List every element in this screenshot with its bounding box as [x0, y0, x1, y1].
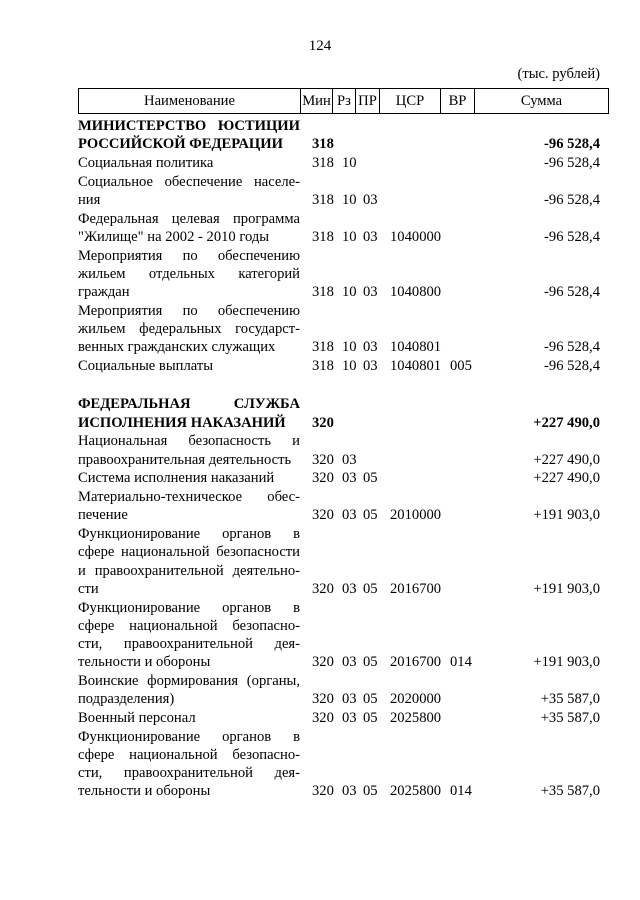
row-name	[78, 173, 300, 209]
cell-csr: 1040801	[390, 358, 442, 375]
row-name-line: граждан	[78, 284, 130, 301]
row-name	[78, 469, 300, 487]
cell-pr: 03	[363, 284, 378, 301]
cell-min: 320	[312, 580, 334, 597]
cell-sum: -96 528,4	[544, 229, 600, 246]
cell-sum: -96 528,4	[544, 284, 600, 301]
header-min: Мин	[301, 89, 333, 113]
cell-rz: 03	[342, 691, 357, 708]
cell-rz: 03	[342, 783, 357, 800]
cell-min: 320	[312, 414, 334, 431]
table-body	[78, 117, 600, 801]
cell-rz: 03	[342, 451, 357, 468]
header-sum: Сумма	[520, 93, 563, 109]
row-name-line: сти, правоохранительной дея-	[78, 765, 300, 782]
row-name-line: Система исполнения наказаний	[78, 470, 275, 487]
row-name-line: печение	[78, 507, 128, 524]
row-name-line: Функционирование органов в	[78, 599, 300, 616]
row-name-line: "Жилище" на 2002 - 2010 годы	[78, 229, 270, 245]
cell-min: 318	[312, 192, 334, 209]
table-row	[78, 395, 600, 431]
cell-pr: 05	[363, 580, 378, 597]
row-name-line: сфере национальной безопасно-	[78, 747, 300, 764]
cell-sum: -96 528,4	[544, 192, 600, 209]
row-name-line: ИСПОЛНЕНИЯ НАКАЗАНИЙ	[78, 414, 286, 431]
cell-sum: +35 587,0	[540, 691, 600, 708]
row-name-line: сфере национальной безопасности	[78, 544, 300, 561]
cell-min: 320	[312, 654, 334, 671]
row-name-line: сти, правоохранительной дея-	[78, 636, 300, 653]
cell-min: 320	[312, 470, 334, 487]
cell-rz: 10	[342, 192, 357, 209]
cell-sum: -96 528,4	[544, 339, 600, 356]
cell-csr: 1040801	[390, 339, 442, 356]
row-name-line: Военный персонал	[78, 710, 196, 727]
row-name-line: Федеральная целевая программа	[78, 210, 300, 227]
cell-rz: 10	[342, 358, 357, 375]
row-name	[78, 525, 300, 598]
table-row	[78, 357, 600, 375]
row-name-line: Социальное обеспечение населе-	[78, 173, 300, 190]
row-name-line: Функционирование органов в	[78, 526, 300, 543]
cell-min: 318	[312, 284, 334, 301]
row-name-line: сти	[78, 580, 99, 597]
cell-pr: 05	[363, 507, 378, 524]
cell-rz: 03	[342, 654, 357, 671]
cell-pr: 03	[363, 358, 378, 375]
table-row	[78, 210, 600, 246]
cell-sum: -96 528,4	[544, 136, 600, 153]
row-name	[78, 432, 300, 468]
row-name-line: Социальная политика	[78, 155, 214, 171]
row-name-line: правоохранительная деятельность	[78, 451, 292, 468]
row-name-line: Воинские формирования (органы,	[78, 673, 300, 690]
row-name-line: Мероприятия по обеспечению	[78, 303, 300, 319]
row-name	[78, 728, 300, 801]
table-row	[78, 117, 600, 153]
row-name-line: ФЕДЕРАЛЬНАЯ СЛУЖБА	[78, 396, 300, 413]
cell-csr: 2010000	[390, 507, 442, 524]
cell-csr: 2025800	[390, 710, 442, 727]
row-name	[78, 302, 300, 357]
cell-csr: 2020000	[390, 691, 442, 708]
row-name	[78, 709, 300, 727]
cell-sum: +191 903,0	[533, 507, 600, 524]
cell-sum: +191 903,0	[533, 580, 600, 597]
header-csr: ЦСР	[380, 89, 441, 113]
cell-sum: +35 587,0	[540, 783, 600, 800]
row-name-line: тельности и обороны	[78, 654, 211, 671]
cell-csr: 2025800	[390, 783, 442, 800]
cell-rz: 10	[342, 229, 357, 246]
row-name-line: Мероприятия по обеспечению	[78, 247, 300, 264]
cell-sum: +227 490,0	[533, 470, 600, 487]
table-row	[78, 247, 600, 302]
cell-pr: 05	[363, 691, 378, 708]
row-name	[78, 247, 300, 302]
row-name-line: МИНИСТЕРСТВО ЮСТИЦИИ	[78, 118, 300, 134]
header-name: Наименование	[79, 89, 301, 113]
cell-min: 320	[312, 783, 334, 800]
cell-sum: +227 490,0	[533, 414, 600, 431]
cell-csr: 2016700	[390, 580, 442, 597]
row-name	[78, 488, 300, 524]
cell-pr: 05	[363, 654, 378, 671]
cell-pr: 05	[363, 783, 378, 800]
cell-min: 320	[312, 451, 334, 468]
table-row	[78, 154, 600, 172]
table-row	[78, 709, 600, 727]
cell-sum: +191 903,0	[533, 654, 600, 671]
table-row	[78, 432, 600, 468]
table-row	[78, 728, 600, 801]
row-name-line: Материально-техническое обес-	[78, 489, 300, 506]
cell-min: 320	[312, 507, 334, 524]
cell-pr: 03	[363, 192, 378, 209]
header-pr: ПР	[356, 89, 380, 113]
cell-min: 320	[312, 691, 334, 708]
cell-sum: -96 528,4	[544, 155, 600, 172]
row-name-line: РОССИЙСКОЙ ФЕДЕРАЦИИ	[78, 136, 283, 153]
cell-min: 318	[312, 339, 334, 356]
header-vr: ВР	[441, 89, 475, 113]
header-rz: Рз	[333, 89, 356, 113]
row-name-line: жильем федеральных государст-	[78, 321, 300, 338]
row-name-line: ния	[78, 192, 101, 208]
table-row	[78, 488, 600, 524]
cell-sum: +35 587,0	[540, 710, 600, 727]
cell-pr: 03	[363, 229, 378, 246]
row-name-line: подразделения)	[78, 691, 175, 708]
row-name-line: жильем отдельных категорий	[78, 266, 300, 282]
cell-pr: 05	[363, 710, 378, 727]
row-name	[78, 672, 300, 708]
table-row	[78, 599, 600, 672]
row-name	[78, 395, 300, 431]
row-name	[78, 117, 300, 153]
page-number: 124	[308, 38, 332, 54]
cell-min: 320	[312, 710, 334, 727]
cell-csr: 1040800	[390, 284, 442, 301]
cell-rz: 10	[342, 339, 357, 356]
cell-min: 318	[312, 358, 334, 375]
cell-pr: 05	[363, 470, 378, 487]
table-row	[78, 173, 600, 209]
cell-vr: 014	[450, 654, 472, 671]
table-row	[78, 672, 600, 708]
table-row	[78, 302, 600, 357]
row-name-line: и правоохранительной деятельно-	[78, 562, 300, 579]
row-name-line: Социальные выплаты	[78, 358, 214, 375]
cell-rz: 03	[342, 580, 357, 597]
row-name-line: сфере национальной безопасно-	[78, 617, 300, 634]
row-name	[78, 154, 300, 172]
cell-sum: -96 528,4	[544, 358, 600, 375]
cell-rz: 03	[342, 507, 357, 524]
cell-rz: 10	[342, 155, 357, 172]
cell-csr: 2016700	[390, 654, 442, 671]
row-name	[78, 357, 300, 375]
cell-min: 318	[312, 155, 334, 172]
table-row	[78, 525, 600, 598]
cell-pr: 03	[363, 339, 378, 356]
cell-rz: 10	[342, 284, 357, 301]
table-header	[78, 88, 609, 114]
row-name-line: Функционирование органов в	[78, 728, 300, 745]
row-name-line: Национальная безопасность и	[78, 433, 300, 450]
row-name-line: тельности и обороны	[78, 783, 211, 800]
cell-csr: 1040000	[390, 229, 442, 246]
row-name-line: венных гражданских служащих	[78, 339, 276, 356]
cell-vr: 014	[450, 783, 472, 800]
cell-rz: 03	[342, 710, 357, 727]
row-name	[78, 599, 300, 672]
cell-vr: 005	[450, 358, 472, 375]
cell-rz: 03	[342, 470, 357, 487]
table-row	[78, 469, 600, 487]
row-name	[78, 210, 300, 246]
cell-sum: +227 490,0	[533, 451, 600, 468]
units-label: (тыс. рублей)	[517, 66, 600, 82]
cell-min: 318	[312, 229, 334, 246]
cell-min: 318	[312, 136, 334, 153]
